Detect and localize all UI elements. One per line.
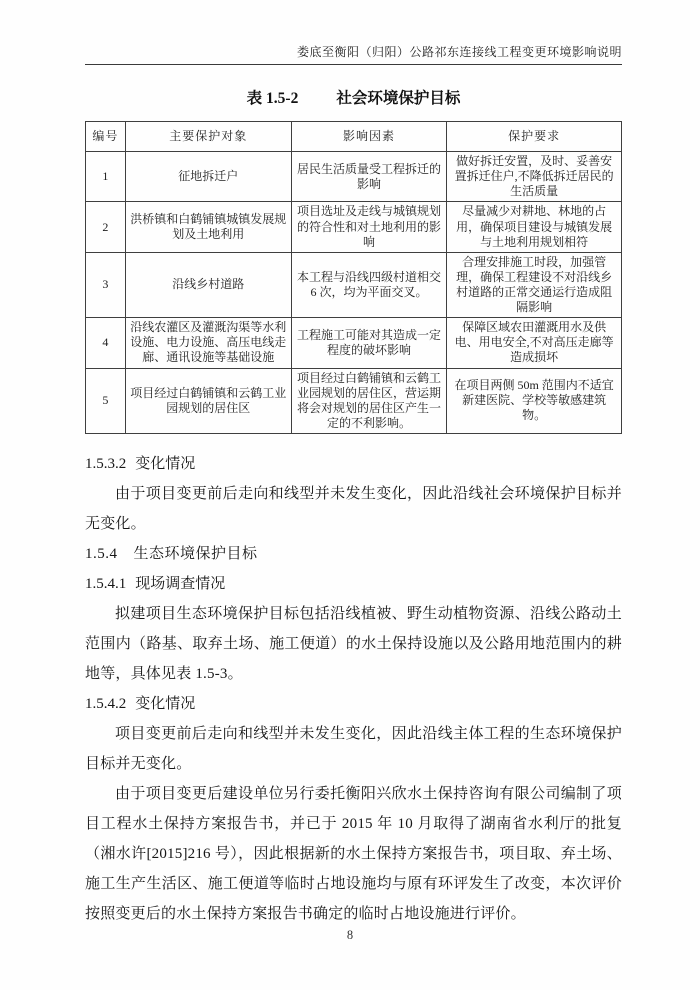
cell-factor: 工程施工可能对其造成一定程度的破坏影响	[291, 318, 446, 368]
section-title: 变化情况	[135, 455, 196, 472]
page-number: 8	[346, 928, 354, 942]
section-heading	[85, 689, 622, 719]
cell-factor: 本工程与沿线四级村道相交 6 次，均为平面交叉。	[291, 252, 446, 317]
section-title: 生态环境保护目标	[133, 545, 258, 562]
table-row	[86, 368, 622, 433]
header-rule	[85, 64, 622, 65]
cell-no: 5	[86, 368, 126, 433]
table-body	[86, 152, 622, 434]
cell-requirement: 尽量减少对耕地、林地的占用，确保项目建设与城镇发展与土地利用规划相符	[447, 202, 622, 252]
cell-target: 沿线乡村道路	[125, 252, 291, 317]
column-header: 编号	[86, 122, 126, 152]
body-paragraph: 由于项目变更前后走向和线型并未发生变化，因此沿线社会环境保护目标并无变化。	[85, 485, 622, 532]
section-title: 现场调查情况	[135, 575, 226, 592]
cell-requirement: 在项目两侧 50m 范围内不适宜新建医院、学校等敏感建筑物。	[447, 368, 622, 433]
body-paragraph: 拟建项目生态环境保护目标包括沿线植被、野生动植物资源、沿线公路动土范围内（路基、取弃土场、施工便道）的水土保持设施以及公路用地范围内的耕地等，具体见表 1.5-3。	[85, 605, 622, 682]
cell-no: 2	[86, 202, 126, 252]
table-row	[86, 152, 622, 202]
body-paragraph: 由于项目变更后建设单位另行委托衡阳兴欣水土保持咨询有限公司编制了项目工程水土保持方案报告书，并已于 2015 年 10 月取得了湖南省水利厅的批复（湘水许[2015]216 号），因此根据新的水土保持方案报告书，项目取、弃土场、施工生产生活区、施工便道等临时占地设施均与原有环评发生了改变，本次评价按照变更后的水土保持方案报告书确定的临时占地设施进行评价。	[85, 785, 622, 922]
section-heading	[85, 539, 622, 569]
cell-target: 项目经过白鹤铺镇和云鹤工业园规划的居住区	[125, 368, 291, 433]
table-row	[86, 318, 622, 368]
cell-target: 洪桥镇和白鹤铺镇城镇发展规划及土地利用	[125, 202, 291, 252]
social-protection-targets-table	[85, 121, 622, 434]
table-caption	[85, 89, 622, 109]
body-sections	[85, 449, 622, 929]
cell-target: 沿线农灌区及灌溉沟渠等水利设施、电力设施、高压电线走廊、通讯设施等基础设施	[125, 318, 291, 368]
table-caption-label: 表 1.5-2	[246, 90, 299, 107]
section-number: 1.5.4.1	[85, 575, 127, 592]
table-caption-title: 社会环境保护目标	[336, 90, 461, 107]
section-number: 1.5.4	[85, 545, 118, 562]
column-header: 主要保护对象	[125, 122, 291, 152]
body-paragraph: 项目变更前后走向和线型并未发生变化，因此沿线主体工程的生态环境保护目标并无变化。	[85, 725, 622, 772]
section-number: 1.5.4.2	[85, 695, 127, 712]
cell-no: 1	[86, 152, 126, 202]
cell-factor: 项目经过白鹤铺镇和云鹤工业园规划的居住区，营运期将会对规划的居住区产生一定的不利影响。	[291, 368, 446, 433]
cell-requirement: 做好拆迁安置，及时、妥善安置拆迁住户,不降低拆迁居民的生活质量	[447, 152, 622, 202]
column-header: 影响因素	[291, 122, 446, 152]
column-header: 保护要求	[447, 122, 622, 152]
cell-requirement: 保障区域农田灌溉用水及供电、用电安全,不对高压走廊等造成损坏	[447, 318, 622, 368]
section-number: 1.5.3.2	[85, 455, 127, 472]
table-row	[86, 202, 622, 252]
cell-no: 4	[86, 318, 126, 368]
cell-factor: 项目选址及走线与城镇规划的符合性和对土地利用的影响	[291, 202, 446, 252]
section-heading	[85, 569, 622, 599]
cell-factor: 居民生活质量受工程拆迁的影响	[291, 152, 446, 202]
section-heading	[85, 449, 622, 479]
cell-no: 3	[86, 252, 126, 317]
section-title: 变化情况	[135, 695, 196, 712]
cell-target: 征地拆迁户	[125, 152, 291, 202]
table-header-row	[86, 122, 622, 152]
running-header-title: 娄底至衡阳（归阳）公路祁东连接线工程变更环境影响说明	[296, 45, 622, 59]
running-header	[85, 44, 622, 60]
cell-requirement: 合理安排施工时段，加强管理，确保工程建设不对沿线乡村道路的正常交通运行造成阻隔影响	[447, 252, 622, 317]
table-row	[86, 252, 622, 317]
